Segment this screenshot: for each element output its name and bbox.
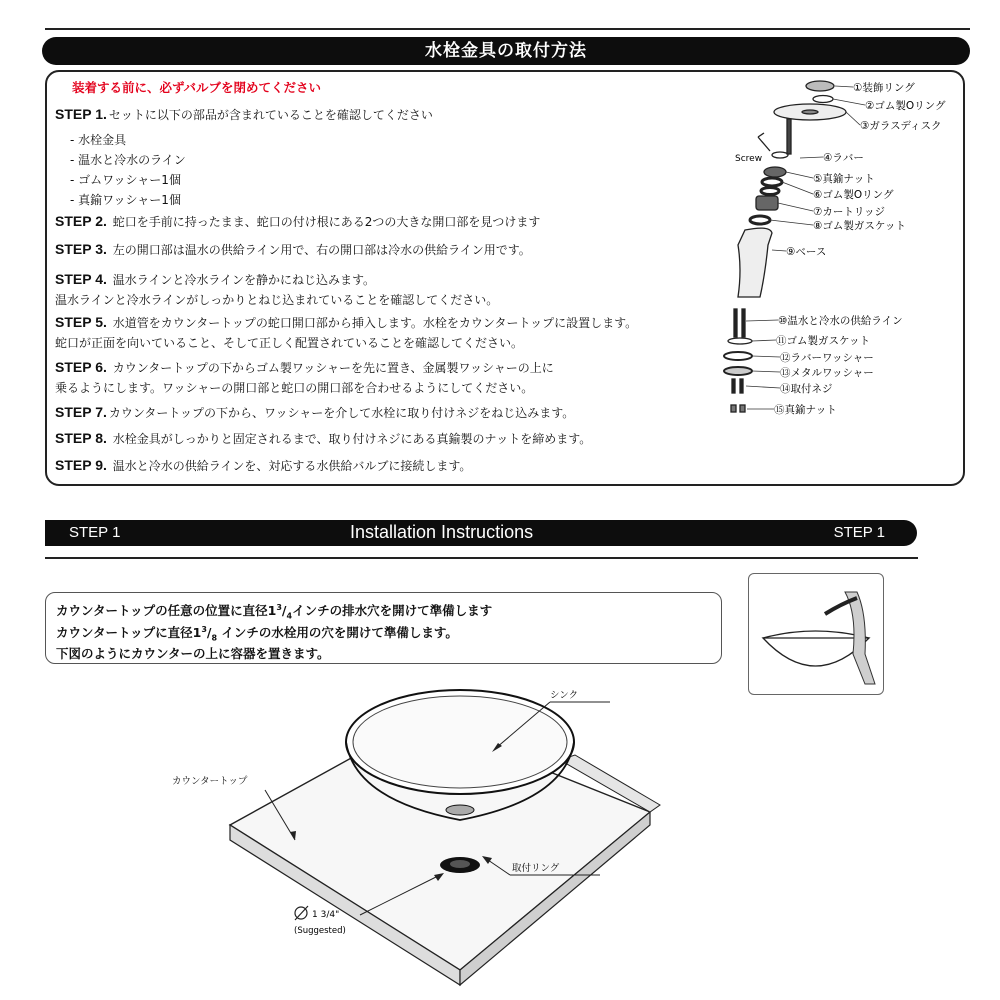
step-label-right: STEP 1: [833, 524, 885, 541]
section-title: Installation Instructions: [350, 522, 534, 542]
checklist-item: - ゴムワッシャー1個: [70, 173, 181, 187]
part-label: ⑮真鍮ナット: [774, 404, 837, 416]
brass-nut-part: [764, 167, 786, 177]
gasket-part: [750, 216, 770, 224]
step-5: STEP 5. 水道管をカウンタートップの蛇口開口部から挿入します。水栓をカウンタートップに設置します。: [55, 314, 638, 330]
installation-diagram: [220, 680, 670, 995]
hole-size: 1 3/4": [312, 910, 340, 920]
mount-screw-part: [732, 379, 735, 393]
section-rule: [45, 557, 918, 559]
countertop-label: カウンタートップ: [172, 776, 248, 787]
part-label: ⑪ゴム製ガスケット: [776, 335, 870, 347]
step-4: STEP 4. 温水ラインと冷水ラインを静かにねじ込みます。: [55, 271, 376, 287]
part-label: ⑩温水と冷水の供給ライン: [778, 315, 903, 327]
checklist-item: - 真鍮ワッシャー1個: [70, 193, 181, 207]
screw-part: [787, 119, 791, 154]
part-label: ④ラバー: [823, 152, 864, 164]
o-ring-part: [813, 96, 833, 103]
supply-line-part: [734, 309, 737, 337]
step-3: STEP 3. 左の開口部は温水の供給ライン用で、右の開口部は冷水の供給ライン用です。: [55, 241, 531, 257]
ring-label: 取付リング: [512, 863, 560, 874]
instruction-line-2: カウンタートップに直径$1^3/_8$ インチの水栓用の穴を開けて準備します。: [56, 624, 458, 643]
part-label: ⑬メタルワッシャー: [780, 367, 874, 379]
part-label: ⑥ゴム製Oリング: [813, 189, 894, 201]
rubber-washer-part: [724, 352, 752, 360]
page-title: 水栓金具の取付方法: [42, 37, 970, 65]
step-8: STEP 8. 水栓金具がしっかりと固定されるまで、取り付けネジにある真鍮製のナットを締めます。: [55, 430, 592, 446]
instruction-line-3: 下図のようにカウンターの上に容器を置きます。: [56, 646, 330, 661]
parts-diagram: [720, 75, 965, 420]
suggested-label: (Suggested): [294, 926, 346, 936]
part-label: ⑧ゴム製ガスケット: [813, 220, 906, 232]
part-label: ⑫ラバーワッシャー: [780, 352, 874, 364]
drain: [446, 805, 474, 815]
part-label: ②ゴム製Oリング: [865, 100, 946, 112]
part-label: ⑤真鍮ナット: [813, 173, 875, 185]
step-label-left: STEP 1: [69, 524, 121, 541]
step-7: STEP 7. カウンタートップの下から、ワッシャーを介して水栓に取り付けネジをねじ込みます。: [55, 404, 575, 420]
instruction-box: [45, 592, 722, 664]
step-6: STEP 6. カウンタートップの下からゴム製ワッシャーを先に置き、金属製ワッシャーの上に: [55, 359, 554, 375]
checklist-item: - 温水と冷水のライン: [70, 153, 186, 167]
cartridge-part: [756, 196, 778, 210]
step-2: STEP 2. 蛇口を手前に持ったまま、蛇口の付け根にある2つの大きな開口部を見つけます: [55, 213, 541, 229]
brass-nut-part-2: [731, 405, 736, 412]
sink-label: シンク: [550, 690, 579, 701]
instruction-line-1: カウンタートップの任意の位置に直径$1^3/_4$インチの排水穴を開けて準備します: [56, 602, 493, 621]
metal-washer-part: [724, 367, 752, 375]
faucet-sink-thumbnail: [748, 573, 884, 695]
part-label: ①装飾リング: [853, 82, 915, 94]
decorative-ring-part: [806, 81, 834, 91]
section-banner: [45, 520, 917, 546]
o-ring-part-2: [762, 178, 782, 186]
step-1: STEP 1. セットに以下の部品が含まれていることを確認してください: [55, 106, 433, 122]
part-label: ③ガラスディスク: [860, 120, 942, 132]
part-label: ⑨ベース: [786, 246, 827, 258]
step-9: STEP 9. 温水と冷水の供給ラインを、対応する水供給バルブに接続します。: [55, 457, 472, 473]
step-6-line2: 乗るようにします。ワッシャーの開口部と蛇口の開口部を合わせるようにしてください。: [55, 381, 534, 395]
part-label: ⑦カートリッジ: [813, 206, 885, 218]
base-part: [738, 228, 772, 297]
top-rule: [45, 28, 970, 30]
step-5-line2: 蛇口が正面を向いていること、そして正しく配置されていることを確認してください。: [55, 336, 524, 350]
checklist-item: - 水栓金具: [70, 133, 127, 147]
part-label: ⑭取付ネジ: [780, 383, 833, 395]
rubber-gasket-part: [728, 338, 752, 344]
screw-label: Screw: [735, 154, 763, 164]
warning-text: 装着する前に、必ずバルブを閉めてください: [72, 80, 322, 95]
step-4-line2: 温水ラインと冷水ラインがしっかりとねじ込まれていることを確認してください。: [55, 293, 499, 307]
